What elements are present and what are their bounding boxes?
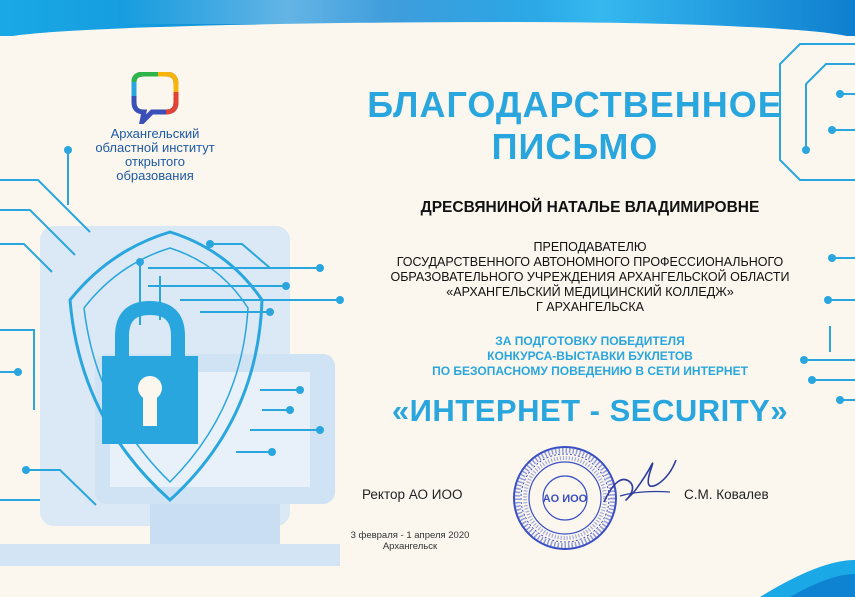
- position-line: ОБРАЗОВАТЕЛЬНОГО УЧРЕЖДЕНИЯ АРХАНГЕЛЬСКОЙ ОБЛАСТИ: [390, 270, 790, 284]
- monitor-base: [0, 544, 340, 566]
- logo-speech-bubble-icon: [128, 72, 182, 124]
- position-line: ПРЕПОДАВАТЕЛЮ: [533, 240, 647, 254]
- logo-text-line: образования: [116, 168, 194, 183]
- award-reason: [340, 334, 840, 379]
- event-city: Архангельск: [382, 541, 438, 552]
- title-line-1: БЛАГОДАРСТВЕННОЕ: [367, 84, 783, 125]
- position-line: «АРХАНГЕЛЬСКИЙ МЕДИЦИНСКИЙ КОЛЛЕДЖ»: [446, 285, 734, 299]
- position-line: ГОСУДАРСТВЕННОГО АВТОНОМНОГО ПРОФЕССИОНАЛЬНОГО: [396, 255, 784, 269]
- recipient-position: [340, 240, 840, 315]
- logo-text-line: открытого: [125, 154, 185, 169]
- signatory-name: С.М. Ковалев: [684, 487, 769, 502]
- reason-line: ЗА ПОДГОТОВКУ ПОБЕДИТЕЛЯ: [495, 334, 685, 348]
- footer-info: [345, 530, 475, 552]
- event-dates: 3 февраля - 1 апреля 2020: [350, 530, 470, 541]
- event-name: «ИНТЕРНЕТ - SECURITY»: [391, 393, 789, 428]
- title-line-2: ПИСЬМО: [491, 126, 659, 167]
- signatory-role: Ректор АО ИОО: [362, 487, 463, 502]
- reason-line: ПО БЕЗОПАСНОМУ ПОВЕДЕНИЮ В СЕТИ ИНТЕРНЕТ: [432, 364, 748, 378]
- top-band: [0, 0, 855, 36]
- stamp-center-text: АО ИОО: [542, 493, 588, 505]
- recipient-name: ДРЕСВЯНИНОЙ НАТАЛЬЕ ВЛАДИМИРОВНЕ: [420, 199, 760, 216]
- logo-text-line: Архангельский: [110, 126, 200, 141]
- handwritten-signature: [600, 452, 680, 512]
- monitor-stand: [150, 504, 280, 544]
- page-title: [360, 84, 790, 168]
- logo-text: [70, 127, 240, 183]
- reason-line: КОНКУРСА-ВЫСТАВКИ БУКЛЕТОВ: [487, 349, 693, 363]
- position-line: Г АРХАНГЕЛЬСКА: [536, 300, 644, 314]
- logo-text-line: областной институт: [95, 140, 215, 155]
